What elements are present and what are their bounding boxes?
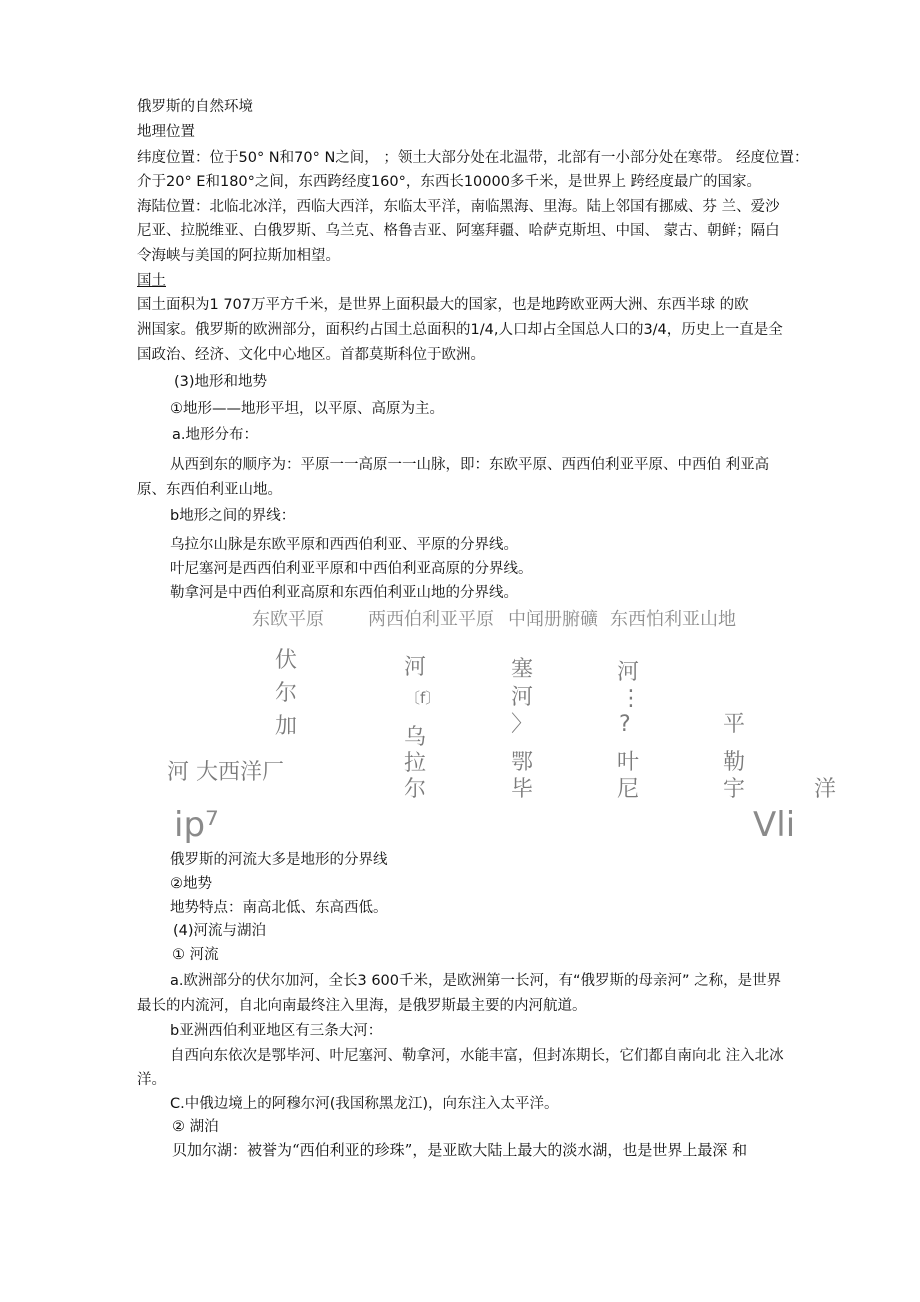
- volga-line-1: a.欧洲部分的伏尔加河，全长3 600千米，是欧洲第一长河，有“俄罗斯的母亲河” 之称，是世界: [170, 973, 782, 989]
- latitude-line-1: 纬度位置：位于50° N和70° N之间， ；领土大部分处在北温带，北部有一小部分处在寒带。 经度位置：: [137, 150, 809, 166]
- diagram-char: ⋮: [620, 686, 642, 711]
- doc-title: 俄罗斯的自然环境: [137, 99, 253, 115]
- diagram-char: 河: [511, 685, 534, 710]
- diagram-char: 河: [404, 655, 427, 680]
- diagram-char: 拉: [404, 751, 427, 776]
- volga-line-2: 最长的内流河，自北向南最终注入里海，是俄罗斯最主要的内河航道。: [137, 998, 587, 1014]
- territory-line-1: 国土面积为1 707万平方千米，是世界上面积最大的国家，也是地跨欧亚两大洲、东西半球 的欧: [137, 297, 749, 313]
- diagram-char: 勒: [723, 750, 746, 775]
- landform-distribution-line-1: 从西到东的顺序为：平原一一高原一一山脉，即：东欧平原、西西伯利亚平原、中西伯 利亚高: [170, 457, 770, 473]
- heading-territory: 国土: [137, 273, 166, 289]
- diagram-char: 尔: [275, 681, 298, 706]
- diagram-label-atlantic-row: 河 大西洋厂: [167, 760, 284, 785]
- sea-land-line-1: 海陆位置：北临北冰洋，西临大西洋，东临太平洋，南临黑海、里海。陆上邻国有挪威、芬 兰、爱沙: [137, 199, 780, 215]
- diagram-label-west-siberian-plain: 两西伯利亚平原: [368, 609, 494, 630]
- diagram-char-ocean: 洋: [814, 777, 837, 802]
- landform-distribution-heading: a.地形分布：: [172, 427, 258, 443]
- diagram-char: 河: [617, 660, 640, 685]
- diagram-char: 鄂: [511, 750, 534, 775]
- landform-heading: ①地形——地形平坦，以平原、高原为主。: [170, 401, 444, 417]
- diagram-char: 加: [275, 714, 298, 739]
- latitude-line-2: 介于20° E和180°之间，东西跨经度160°，东西长10000多千米，是世界上 跨经度最广的国家。: [137, 174, 762, 190]
- sea-land-line-3: 令海峡与美国的阿拉斯加相望。: [137, 248, 340, 264]
- diagram-char: 伏: [275, 648, 298, 673]
- siberia-rivers-line-2: 洋。: [137, 1072, 166, 1088]
- diagram-glyph-right: Vli: [753, 805, 796, 845]
- diagram-char: 毕: [511, 777, 534, 802]
- diagram-char: 尔: [404, 777, 427, 802]
- territory-line-3: 国政治、经济、文化中心地区。首都莫斯科位于欧洲。: [137, 347, 485, 363]
- diagram-char: 〔f〕: [405, 689, 441, 707]
- section-3-heading: (3)地形和地势: [174, 374, 268, 390]
- diagram-char: 乌: [404, 725, 427, 750]
- diagram-glyph-left: ip⁷: [174, 805, 219, 845]
- diagram-label-east-siberian-mountains: 东西怕利亚山地: [610, 609, 736, 630]
- diagram-char: 〉: [511, 712, 534, 737]
- diagram-char: 塞: [511, 657, 534, 682]
- diagram-char: ?: [619, 712, 631, 737]
- diagram-label-central-siberian: 中闻册腑礦: [508, 609, 598, 630]
- boundary-yenisei: 叶尼塞河是西西伯利亚平原和中西伯利亚高原的分界线。: [170, 561, 533, 577]
- sea-land-line-2: 尼亚、拉脱维亚、白俄罗斯、乌兰克、格鲁吉亚、阿塞拜疆、哈萨克斯坦、中国、 蒙古、朝鲜；隔白: [137, 223, 780, 239]
- rivers-heading: ① 河流: [172, 947, 219, 963]
- siberia-rivers-heading: b亚洲西伯利亚地区有三条大河：: [170, 1023, 383, 1039]
- diagram-label-east-european-plain: 东欧平原: [252, 609, 324, 630]
- diagram-char: 平: [723, 712, 746, 737]
- landform-distribution-line-2: 原、东西伯利亚山地。: [137, 482, 282, 498]
- section-4-heading: (4)河流与湖泊: [173, 923, 267, 939]
- relief-feature: 地势特点：南高北低、东高西低。: [170, 900, 388, 916]
- diagram-caption: 俄罗斯的河流大多是地形的分界线: [170, 852, 388, 868]
- siberia-rivers-line-1: 自西向东依次是鄂毕河、叶尼塞河、勒拿河，水能丰富，但封冻期长，它们都自南向北 注入北冰: [170, 1048, 784, 1064]
- diagram-char: 叶: [617, 750, 640, 775]
- baikal-line: 贝加尔湖：被誉为“西伯利亚的珍珠”，是亚欧大陆上最大的淡水湖，也是世界上最深 和: [172, 1141, 748, 1159]
- boundary-lena: 勒拿河是中西伯利亚高原和东西伯利亚山地的分界线。: [170, 585, 518, 601]
- relief-heading: ②地势: [170, 876, 212, 892]
- territory-line-2: 洲国家。俄罗斯的欧洲部分，面积约占国土总面积的1/4,人口却占全国总人口的3/4，历史上一直是全: [137, 322, 783, 338]
- amur-line: C.中俄边境上的阿穆尔河(我国称黑龙江)，向东注入太平洋。: [170, 1096, 559, 1112]
- diagram-char: 尼: [617, 777, 640, 802]
- boundary-ural: 乌拉尔山脉是东欧平原和西西伯利亚、平原的分界线。: [170, 537, 518, 553]
- diagram-char: 宇: [723, 777, 746, 802]
- boundary-heading: b地形之间的界线：: [170, 508, 296, 524]
- lakes-heading: ② 湖泊: [172, 1119, 219, 1135]
- heading-location: 地理位置: [137, 124, 195, 140]
